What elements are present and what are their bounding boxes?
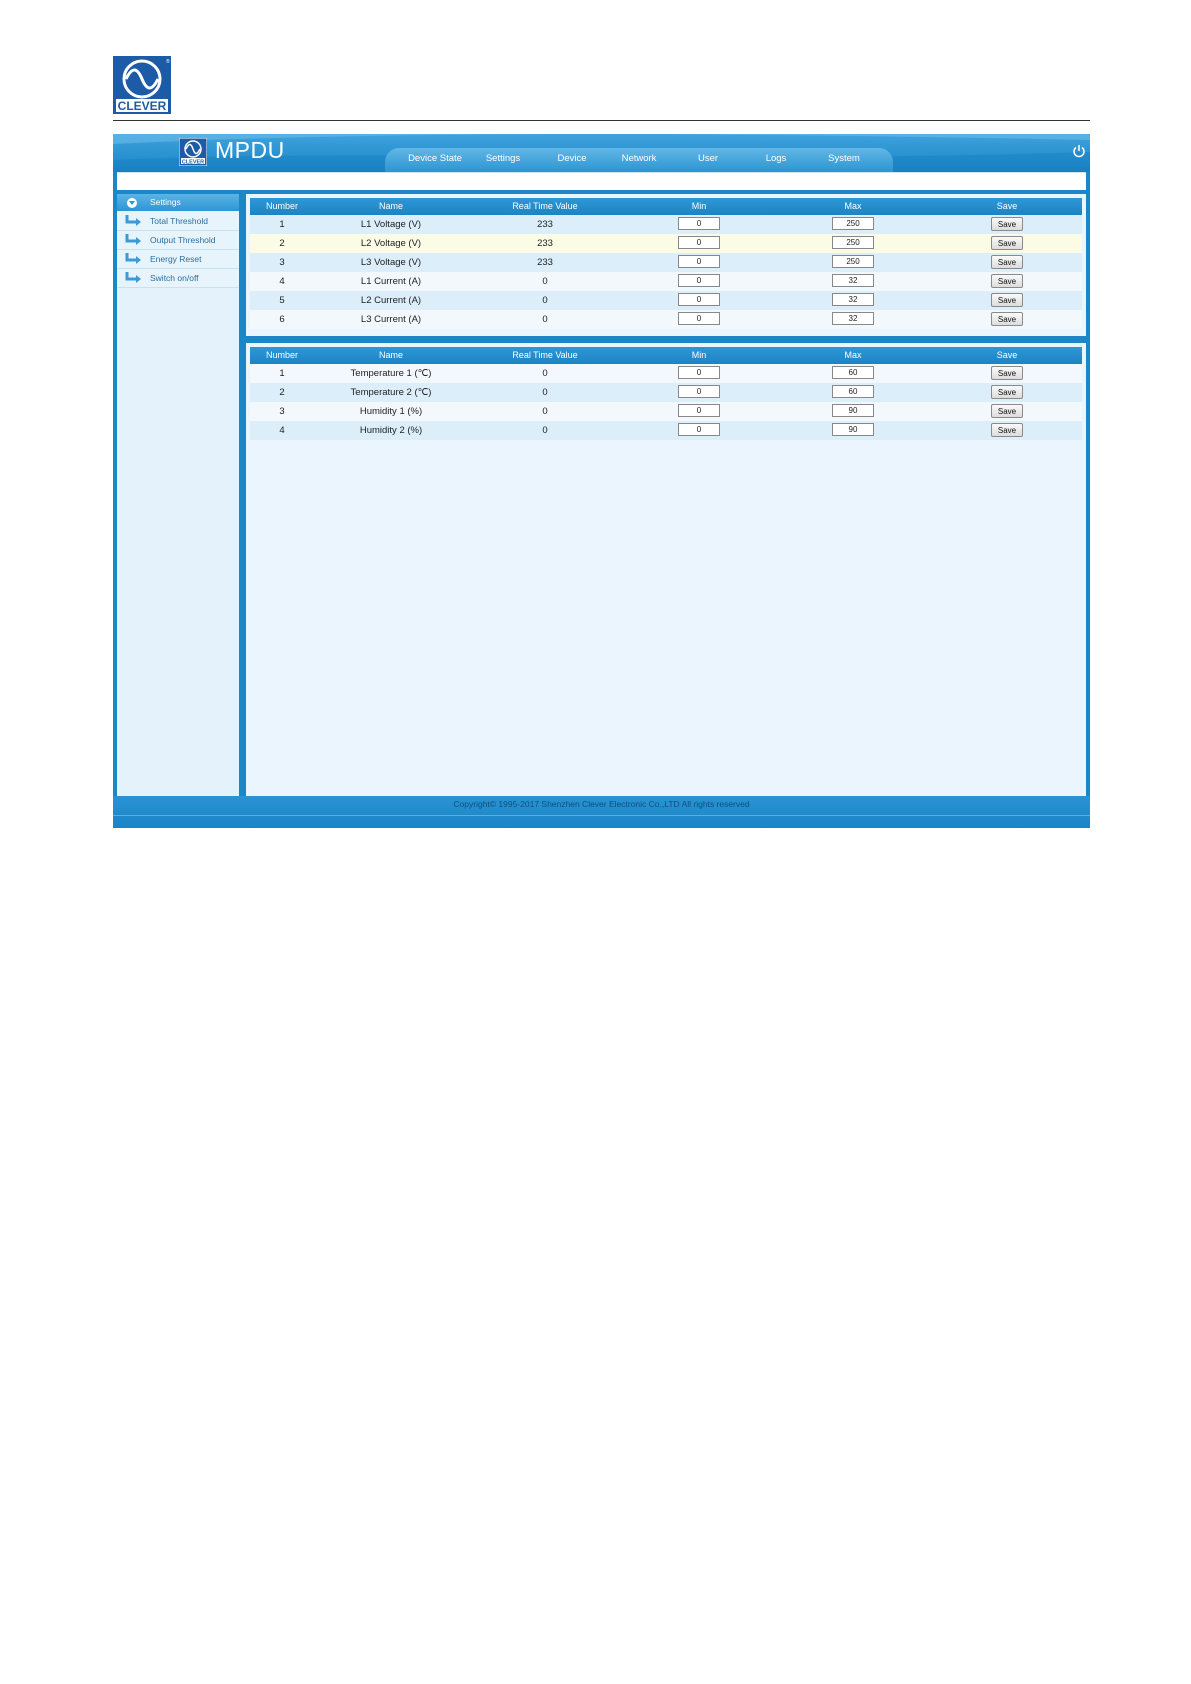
brand-logo-text: CLEVER — [181, 159, 205, 166]
col-max: Max — [844, 350, 862, 360]
sidebar-item-label: Total Threshold — [150, 216, 208, 226]
col-real-time-value: Real Time Value — [512, 201, 578, 211]
min-input[interactable] — [678, 274, 720, 287]
brand-logo-icon — [179, 138, 207, 166]
sidebar-item-label: Output Threshold — [150, 235, 216, 245]
cell-number: 1 — [279, 368, 285, 379]
save-button[interactable]: Save — [991, 236, 1023, 250]
cell-value: 233 — [537, 219, 553, 230]
svg-text:®: ® — [166, 59, 170, 65]
cell-name: L1 Voltage (V) — [360, 219, 422, 230]
clever-logo — [113, 56, 171, 114]
cell-value: 0 — [542, 406, 548, 417]
cell-number: 6 — [279, 314, 285, 325]
arrow-icon — [125, 214, 143, 228]
sidebar-item-switch-on-off[interactable] — [117, 269, 239, 288]
cell-value: 0 — [542, 387, 548, 398]
top-bar — [113, 134, 1090, 172]
threshold-table-environment — [246, 343, 1086, 796]
cell-number: 3 — [279, 257, 285, 268]
cell-number: 2 — [279, 238, 285, 249]
col-save: Save — [996, 350, 1018, 360]
min-input[interactable] — [678, 236, 720, 249]
nav-logs[interactable]: Logs — [765, 153, 787, 164]
cell-number: 1 — [279, 219, 285, 230]
nav-user[interactable]: User — [697, 153, 719, 164]
mpdu-app-window — [113, 134, 1090, 828]
save-button[interactable]: Save — [991, 312, 1023, 326]
col-number: Number — [265, 201, 299, 211]
table-row — [250, 215, 1082, 234]
cell-name: Temperature 2 (℃) — [350, 387, 432, 398]
table-row — [250, 310, 1082, 329]
table-row — [250, 383, 1082, 402]
nav-network[interactable]: Network — [621, 153, 657, 164]
max-input[interactable] — [832, 217, 874, 230]
clever-logo-text: CLEVER — [117, 99, 167, 113]
max-input[interactable] — [832, 312, 874, 325]
min-input[interactable] — [678, 385, 720, 398]
col-name: Name — [378, 350, 404, 360]
header-rule — [113, 120, 1090, 121]
min-input[interactable] — [678, 293, 720, 306]
cell-name: L2 Current (A) — [360, 295, 422, 306]
collapse-icon — [127, 198, 137, 208]
nav-system[interactable]: System — [828, 153, 860, 164]
table-header — [250, 347, 1082, 364]
min-input[interactable] — [678, 217, 720, 230]
col-save: Save — [996, 201, 1018, 211]
cell-value: 0 — [542, 425, 548, 436]
save-button[interactable]: Save — [991, 293, 1023, 307]
info-bar — [117, 172, 1086, 190]
sidebar-header-settings[interactable] — [117, 194, 239, 211]
cell-number: 3 — [279, 406, 285, 417]
main-nav — [385, 148, 893, 172]
min-input[interactable] — [678, 312, 720, 325]
cell-name: Temperature 1 (℃) — [350, 368, 432, 379]
cell-value: 233 — [537, 257, 553, 268]
threshold-table-electrical — [246, 194, 1086, 336]
cell-value: 0 — [542, 314, 548, 325]
sidebar — [117, 194, 239, 796]
col-max: Max — [844, 201, 862, 211]
min-input[interactable] — [678, 255, 720, 268]
copyright-text: Copyright© 1995-2017 Shenzhen Clever Electronic Co.,LTD All rights reserved — [453, 799, 750, 809]
max-input[interactable] — [832, 255, 874, 268]
footer-divider — [113, 815, 1090, 816]
cell-name: Humidity 1 (%) — [359, 406, 423, 417]
col-name: Name — [378, 201, 404, 211]
nav-settings[interactable]: Settings — [485, 153, 521, 164]
arrow-icon — [125, 252, 143, 266]
max-input[interactable] — [832, 366, 874, 379]
sidebar-item-label: Switch on/off — [150, 273, 199, 283]
cell-name: L3 Voltage (V) — [360, 257, 422, 268]
table-header — [250, 198, 1082, 215]
save-button[interactable]: Save — [991, 423, 1023, 437]
min-input[interactable] — [678, 404, 720, 417]
sidebar-item-label: Energy Reset — [150, 254, 202, 264]
max-input[interactable] — [832, 423, 874, 436]
cell-name: L3 Current (A) — [360, 314, 422, 325]
col-real-time-value: Real Time Value — [512, 350, 578, 360]
cell-number: 4 — [279, 425, 285, 436]
table-row — [250, 234, 1082, 253]
min-input[interactable] — [678, 423, 720, 436]
save-button[interactable]: Save — [991, 217, 1023, 231]
power-icon[interactable] — [1072, 144, 1086, 158]
save-button[interactable]: Save — [991, 274, 1023, 288]
cell-value: 0 — [542, 368, 548, 379]
footer — [113, 796, 1090, 828]
table-row — [250, 272, 1082, 291]
max-input[interactable] — [832, 293, 874, 306]
table-row — [250, 253, 1082, 272]
col-number: Number — [265, 350, 299, 360]
app-title: MPDU — [215, 137, 285, 163]
table-row — [250, 402, 1082, 421]
arrow-icon — [125, 233, 143, 247]
table-row — [250, 421, 1082, 440]
max-input[interactable] — [832, 385, 874, 398]
max-input[interactable] — [832, 404, 874, 417]
sidebar-header-label: Settings — [150, 197, 181, 207]
table-row — [250, 364, 1082, 383]
cell-number: 5 — [279, 295, 285, 306]
cell-name: Humidity 2 (%) — [359, 425, 423, 436]
save-button[interactable]: Save — [991, 385, 1023, 399]
save-button[interactable]: Save — [991, 404, 1023, 418]
save-button[interactable]: Save — [991, 366, 1023, 380]
min-input[interactable] — [678, 366, 720, 379]
nav-device-state[interactable]: Device State — [408, 153, 462, 164]
col-min: Min — [691, 350, 707, 360]
cell-number: 4 — [279, 276, 285, 287]
col-min: Min — [691, 201, 707, 211]
cell-value: 233 — [537, 238, 553, 249]
table-row — [250, 291, 1082, 310]
max-input[interactable] — [832, 274, 874, 287]
max-input[interactable] — [832, 236, 874, 249]
sidebar-item-total-threshold[interactable] — [117, 212, 239, 231]
arrow-icon — [125, 271, 143, 285]
save-button[interactable]: Save — [991, 255, 1023, 269]
sidebar-item-output-threshold[interactable] — [117, 231, 239, 250]
nav-device[interactable]: Device — [557, 153, 587, 164]
cell-number: 2 — [279, 387, 285, 398]
cell-name: L2 Voltage (V) — [360, 238, 422, 249]
cell-name: L1 Current (A) — [360, 276, 422, 287]
cell-value: 0 — [542, 295, 548, 306]
cell-value: 0 — [542, 276, 548, 287]
sidebar-item-energy-reset[interactable] — [117, 250, 239, 269]
